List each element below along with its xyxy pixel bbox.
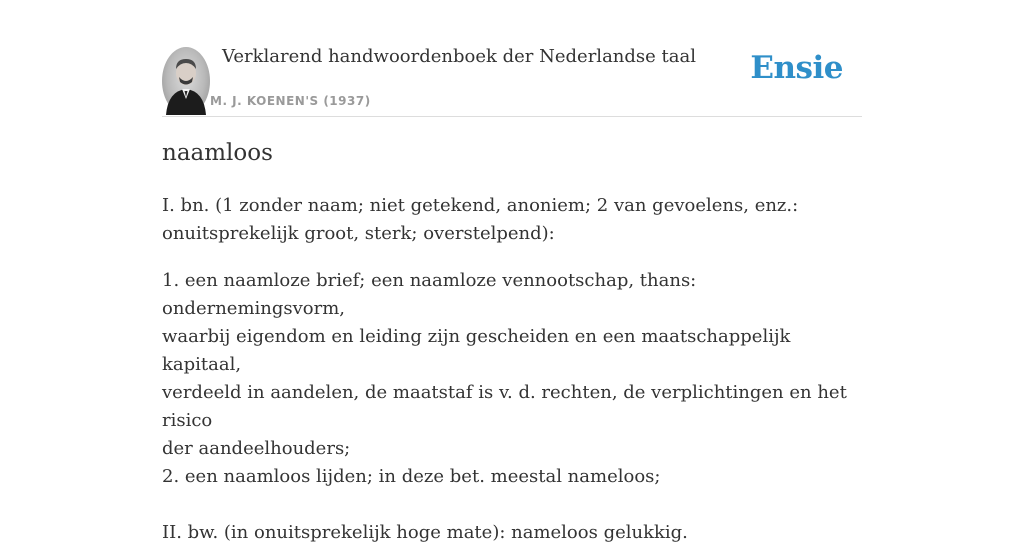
sense-1-line: 1. een naamloze brief; een naamloze vennootschap, thans: ondernemingsvorm, [162,270,697,319]
sense-1-line: waarbij eigendom en leiding zijn gescheiden en een maatschappelijk kapitaal, [162,326,791,375]
page [162,0,862,543]
ensie-logo[interactable]: Ensie [750,50,843,86]
entry-intro-line: I. bn. (1 zonder naam; niet getekend, anoniem; 2 van gevoelens, enz.: [162,195,799,216]
entry-intro-line: onuitsprekelijk groot, sterk; overstelpend): [162,223,555,244]
sense-2-line: 2. een naamloos lijden; in deze bet. meestal nameloos; [162,466,661,487]
dictionary-title: Verklarend handwoordenboek der Nederlandse taal [222,46,696,67]
dictionary-author: M. J. KOENEN'S (1937) [210,94,371,108]
adverb-sense: II. bw. (in onuitsprekelijk hoge mate): nameloos gelukkig. [162,522,688,543]
entry-body [162,192,862,547]
sense-1-line: verdeeld in aandelen, de maatstaf is v. d. rechten, de verplichtingen en het risico [162,382,847,431]
author-portrait-icon [162,47,210,115]
entry-headword: naamloos [162,140,273,166]
sense-1-line: der aandeelhouders; [162,438,351,459]
dictionary-header [162,0,862,117]
